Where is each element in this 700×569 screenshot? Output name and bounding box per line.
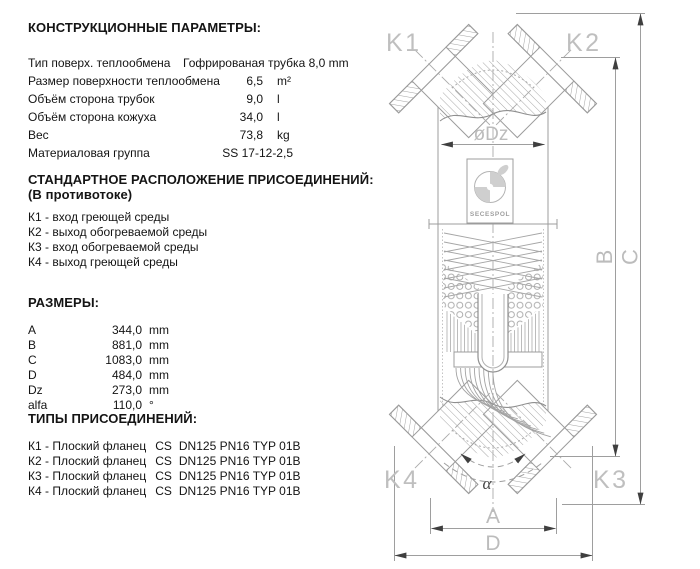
connection-spec: DN125 PN16 TYP 01B bbox=[178, 454, 301, 468]
dimension-unit: mm bbox=[149, 338, 169, 352]
connection-material: CS bbox=[155, 454, 172, 468]
connection-key: К3 bbox=[28, 240, 42, 254]
dimension-unit: ° bbox=[149, 398, 154, 412]
section-title-arrangement bbox=[28, 172, 374, 202]
connection-item: К3 - вход обогреваемой среды bbox=[28, 240, 199, 254]
c-label: C bbox=[617, 249, 643, 265]
param-value: 34,0 bbox=[239, 110, 263, 124]
dimension-unit: mm bbox=[149, 368, 169, 382]
connection-item: К4 - выход греющей среды bbox=[28, 255, 178, 269]
dz-label: øDz bbox=[473, 124, 509, 145]
brand-logo-plate bbox=[467, 159, 513, 223]
section-title-dimensions: РАЗМЕРЫ: bbox=[28, 295, 100, 310]
connection-types-list bbox=[28, 439, 301, 499]
k1-label: K1 bbox=[386, 29, 422, 57]
dimension-value: 881,0 bbox=[111, 338, 142, 352]
construction-params-table bbox=[28, 54, 368, 162]
connection-material: CS bbox=[155, 439, 172, 453]
param-row bbox=[28, 54, 368, 72]
param-unit: l bbox=[277, 92, 280, 106]
connection-material: CS bbox=[155, 484, 172, 498]
section-title-connection-types: ТИПЫ ПРИСОЕДИНЕНИЙ: bbox=[28, 411, 198, 426]
dimension-label: B bbox=[28, 338, 37, 352]
connection-type-name: К1 - Плоский фланец bbox=[28, 439, 147, 453]
dimension-label: D bbox=[28, 368, 37, 382]
dimension-value: 1083,0 bbox=[105, 353, 142, 367]
k4-label: K4 bbox=[384, 466, 420, 494]
logo-text: SECESPOL bbox=[469, 211, 511, 218]
alpha-label: α bbox=[482, 474, 492, 493]
param-value: SS 17-12-2,5 bbox=[222, 146, 293, 160]
heat-exchanger-technical-drawing bbox=[350, 0, 700, 569]
connection-material: CS bbox=[155, 469, 172, 483]
dimension-unit: mm bbox=[149, 353, 169, 367]
arrangement-subtitle: (В противотоке) bbox=[28, 187, 133, 202]
connection-spec: DN125 PN16 TYP 01B bbox=[178, 469, 301, 483]
connection-item: К2 - выход обогреваемой среды bbox=[28, 225, 208, 239]
param-unit: l bbox=[277, 110, 280, 124]
dimension-b bbox=[550, 58, 620, 457]
param-label: Объём сторона трубок bbox=[28, 92, 155, 106]
param-row bbox=[28, 90, 368, 108]
arrangement-title: СТАНДАРТНОЕ РАСПОЛОЖЕНИЕ ПРИСОЕДИНЕНИЙ: bbox=[28, 172, 374, 187]
connection-type-name: К4 - Плоский фланец bbox=[28, 484, 147, 498]
dimension-value: 110,0 bbox=[112, 398, 142, 412]
connection-type-row bbox=[28, 484, 301, 499]
arrangement-list bbox=[28, 210, 207, 270]
param-row bbox=[28, 72, 368, 90]
central-u-tube bbox=[478, 294, 508, 372]
k3-label: K3 bbox=[593, 466, 629, 494]
connection-spec: DN125 PN16 TYP 01B bbox=[178, 439, 301, 453]
dimension-a bbox=[431, 498, 557, 534]
spec-panel bbox=[28, 0, 373, 569]
connection-desc: вход греющей среды bbox=[52, 210, 170, 224]
dimension-unit: mm bbox=[149, 323, 169, 337]
param-value: 6,5 bbox=[246, 74, 263, 88]
connection-item: К1 - вход греющей среды bbox=[28, 210, 170, 224]
dimension-label: A bbox=[28, 323, 37, 337]
dimension-label: Dz bbox=[28, 383, 43, 397]
dimension-value: 484,0 bbox=[111, 368, 142, 382]
param-label: Размер поверхности теплообмена bbox=[28, 74, 220, 88]
param-label: Вес bbox=[28, 128, 49, 142]
connection-desc: выход греющей среды bbox=[52, 255, 178, 269]
connection-type-row bbox=[28, 469, 301, 484]
connection-desc: вход обогреваемой среды bbox=[52, 240, 199, 254]
param-row bbox=[28, 126, 368, 144]
dimension-dz bbox=[442, 124, 545, 145]
connection-key: К2 bbox=[28, 225, 42, 239]
param-label: Тип поверх. теплообмена bbox=[28, 56, 171, 70]
dimension-value: 273,0 bbox=[111, 383, 142, 397]
section-title-construction: КОНСТРУКЦИОННЫЕ ПАРАМЕТРЫ: bbox=[28, 20, 262, 35]
k2-label: K2 bbox=[566, 29, 602, 57]
connection-type-name: К2 - Плоский фланец bbox=[28, 454, 147, 468]
connection-spec: DN125 PN16 TYP 01B bbox=[178, 484, 301, 498]
param-label: Материаловая группа bbox=[28, 146, 150, 160]
connection-key: К1 bbox=[28, 210, 42, 224]
a-label: A bbox=[485, 505, 501, 528]
dimension-label: C bbox=[28, 353, 37, 367]
connection-type-row bbox=[28, 454, 301, 469]
param-row bbox=[28, 144, 368, 162]
connection-type-row bbox=[28, 439, 301, 454]
connection-type-name: К3 - Плоский фланец bbox=[28, 469, 147, 483]
param-unit: kg bbox=[277, 128, 290, 142]
param-row bbox=[28, 108, 368, 126]
b-label: B bbox=[592, 249, 617, 265]
param-value: 73,8 bbox=[239, 128, 263, 142]
connection-key: К4 bbox=[28, 255, 42, 269]
dimension-label: alfa bbox=[28, 398, 48, 412]
param-value: 9,0 bbox=[246, 92, 263, 106]
param-unit: m² bbox=[277, 74, 291, 88]
param-label: Объём сторона кожуха bbox=[28, 110, 157, 124]
d-label: D bbox=[485, 532, 501, 555]
dimension-d bbox=[395, 446, 593, 561]
dimension-value: 344,0 bbox=[111, 323, 142, 337]
connection-desc: выход обогреваемой среды bbox=[52, 225, 208, 239]
param-value: Гофрированая трубка 8,0 mm bbox=[183, 56, 349, 70]
dimension-unit: mm bbox=[149, 383, 169, 397]
